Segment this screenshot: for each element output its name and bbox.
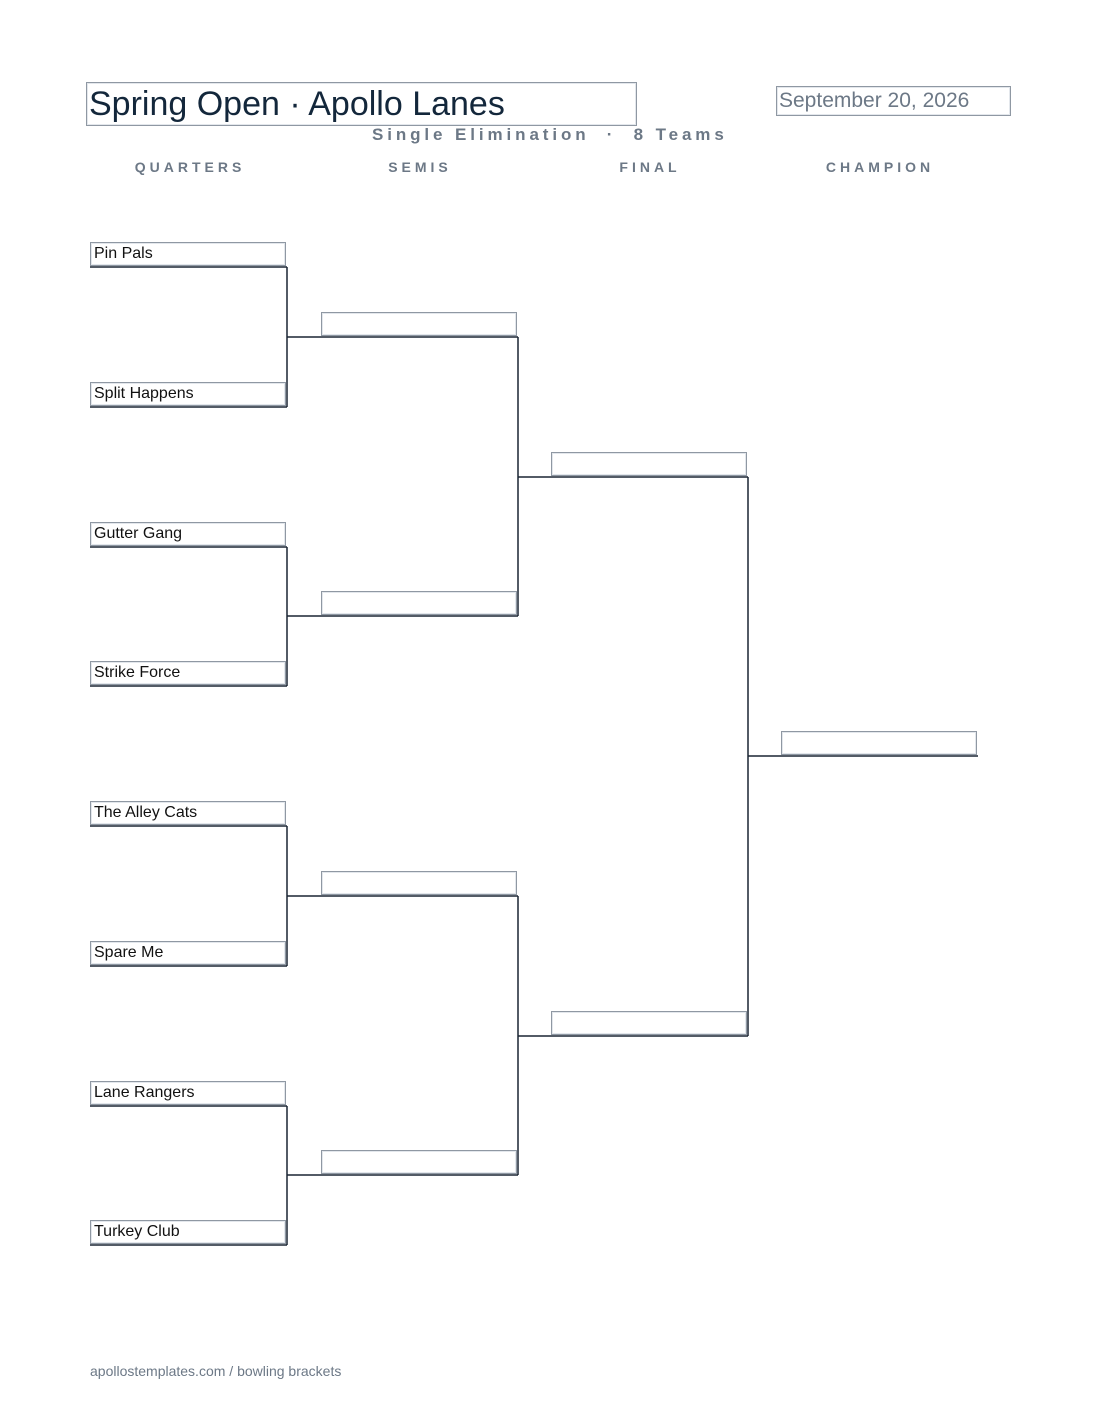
semi-slot[interactable]	[321, 591, 517, 615]
round-header-quarters: QUARTERS	[134, 159, 246, 175]
final-slot[interactable]	[551, 1011, 747, 1035]
quarter-slot[interactable]	[90, 522, 286, 546]
semi-slot[interactable]	[321, 312, 517, 336]
quarter-slot[interactable]	[90, 661, 286, 685]
round-header-final: FINAL	[619, 159, 681, 175]
champion-slot[interactable]	[781, 731, 977, 755]
semi-slot[interactable]	[321, 871, 517, 895]
quarter-slot[interactable]	[90, 941, 286, 965]
quarter-slot[interactable]	[90, 382, 286, 406]
subtitle: Single Elimination · 8 Teams	[372, 125, 728, 144]
round-header-semis: SEMIS	[388, 159, 452, 175]
quarter-slot[interactable]	[90, 242, 286, 266]
semi-slot[interactable]	[321, 1150, 517, 1174]
footer-credit: apollostemplates.com / bowling brackets	[90, 1363, 342, 1379]
final-slot[interactable]	[551, 452, 747, 476]
round-header-champion: CHAMPION	[825, 159, 935, 175]
quarter-slot[interactable]	[90, 801, 286, 825]
quarter-slot[interactable]	[90, 1220, 286, 1244]
quarter-slot[interactable]	[90, 1081, 286, 1105]
